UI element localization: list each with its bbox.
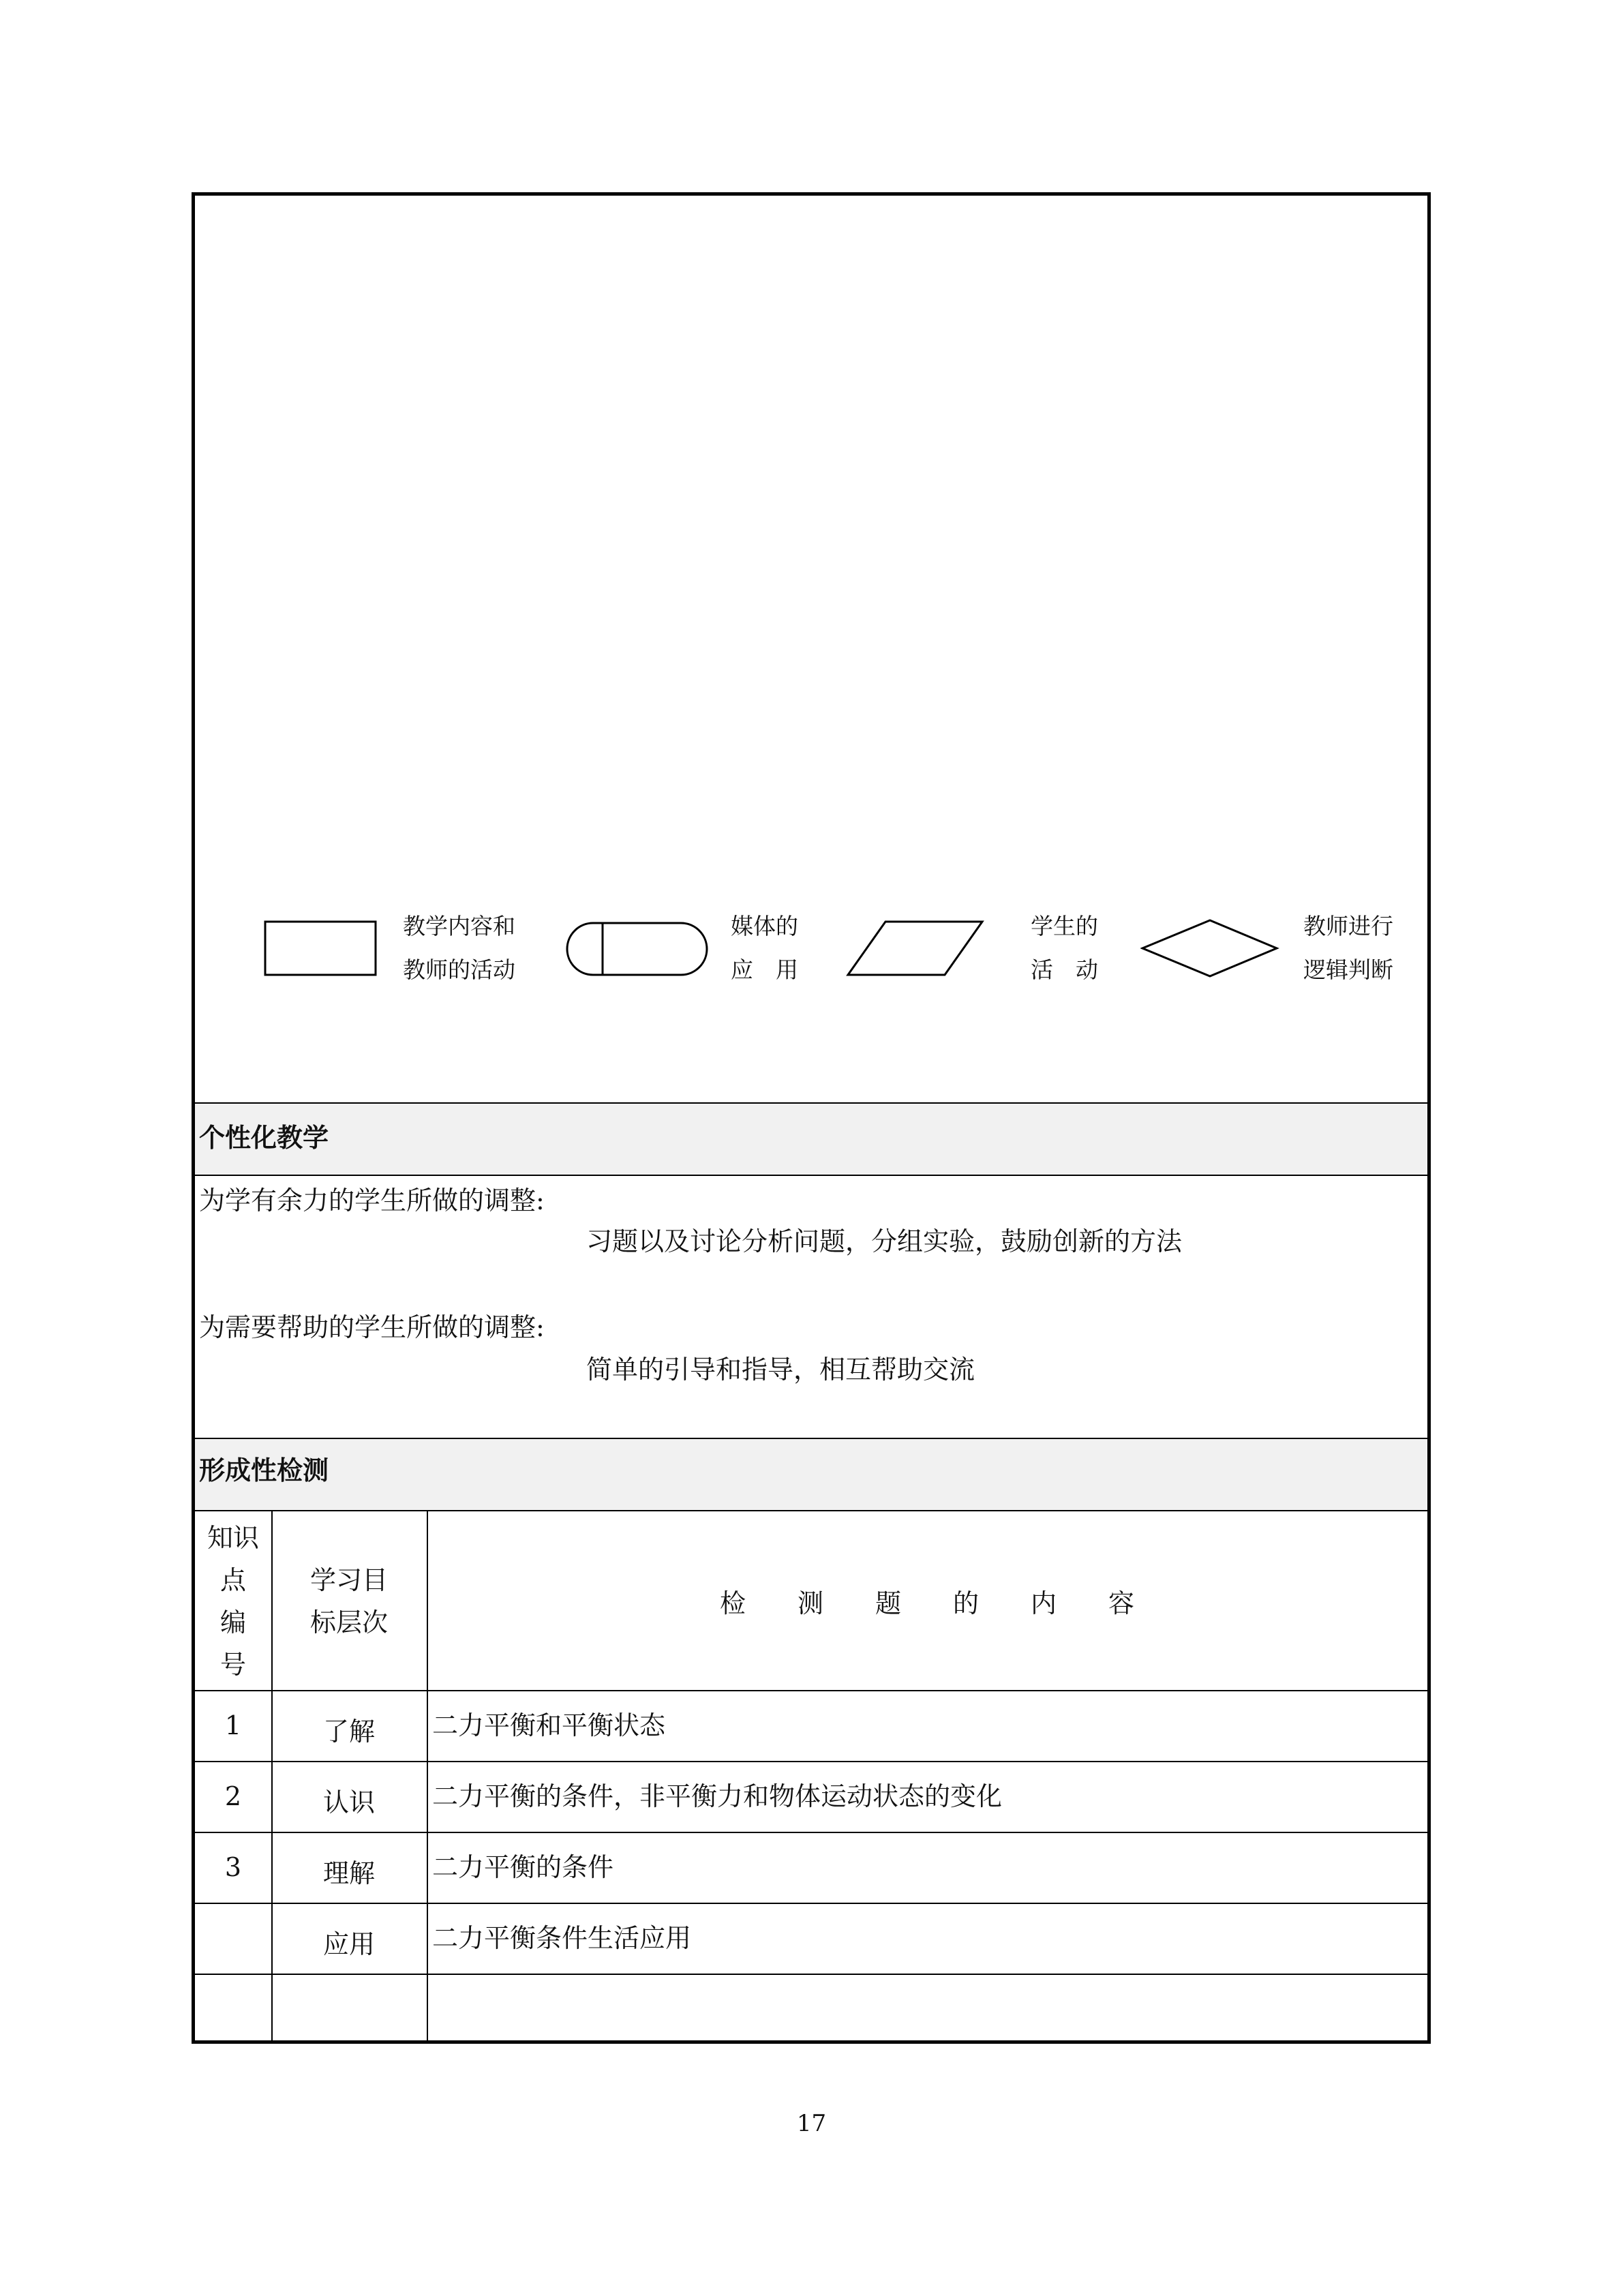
row3-content: 二力平衡的条件	[432, 1852, 614, 1882]
header-objective-level: 学习目 标层次	[309, 1565, 388, 1637]
parallelogram-icon	[846, 920, 986, 978]
row1-number: 1	[224, 1710, 242, 1740]
row4-content: 二力平衡条件生活应用	[432, 1923, 692, 1953]
header-test-content-visible: 检 测 题 的 内 容	[719, 1588, 1134, 1618]
advanced-text: 习题以及讨论分析问题，分组实验，鼓励创新的方法	[586, 1226, 1183, 1256]
support-text: 简单的引导和指导，相互帮助交流	[586, 1355, 975, 1385]
support-label: 为需要帮助的学生所做的调整:	[199, 1312, 545, 1342]
header-knowledge-point: 知识 点 编 号	[207, 1523, 259, 1680]
assessment-heading-band	[195, 1439, 1427, 1510]
content-frame	[192, 192, 1431, 2044]
assessment-heading: 形成性检测	[199, 1455, 329, 1485]
personalized-heading-band	[195, 1104, 1427, 1175]
personalized-heading: 个性化教学	[199, 1123, 329, 1153]
row1-content: 二力平衡和平衡状态	[432, 1710, 666, 1740]
legend-label-judgment: 教师进行 逻辑判断	[1303, 913, 1393, 983]
row2-level: 认识	[322, 1787, 375, 1817]
rectangle-icon	[263, 920, 379, 977]
advanced-label: 为学有余力的学生所做的调整:	[199, 1185, 545, 1215]
page-number: 17	[796, 2110, 827, 2137]
row1-level: 了解	[322, 1717, 375, 1747]
legend-label-media: 媒体的 应 用	[731, 913, 798, 983]
rounded-media-icon	[565, 921, 712, 978]
row3-number: 3	[224, 1852, 242, 1882]
legend-label-student: 学生的 活 动	[1031, 913, 1098, 983]
row2-content: 二力平衡的条件，非平衡力和物体运动状态的变化	[432, 1781, 1003, 1811]
row2-number: 2	[224, 1781, 242, 1811]
legend-label-content: 教学内容和 教师的活动	[403, 913, 515, 983]
row4-level: 应用	[322, 1929, 375, 1959]
row3-level: 理解	[322, 1858, 375, 1888]
diamond-icon	[1140, 918, 1280, 978]
